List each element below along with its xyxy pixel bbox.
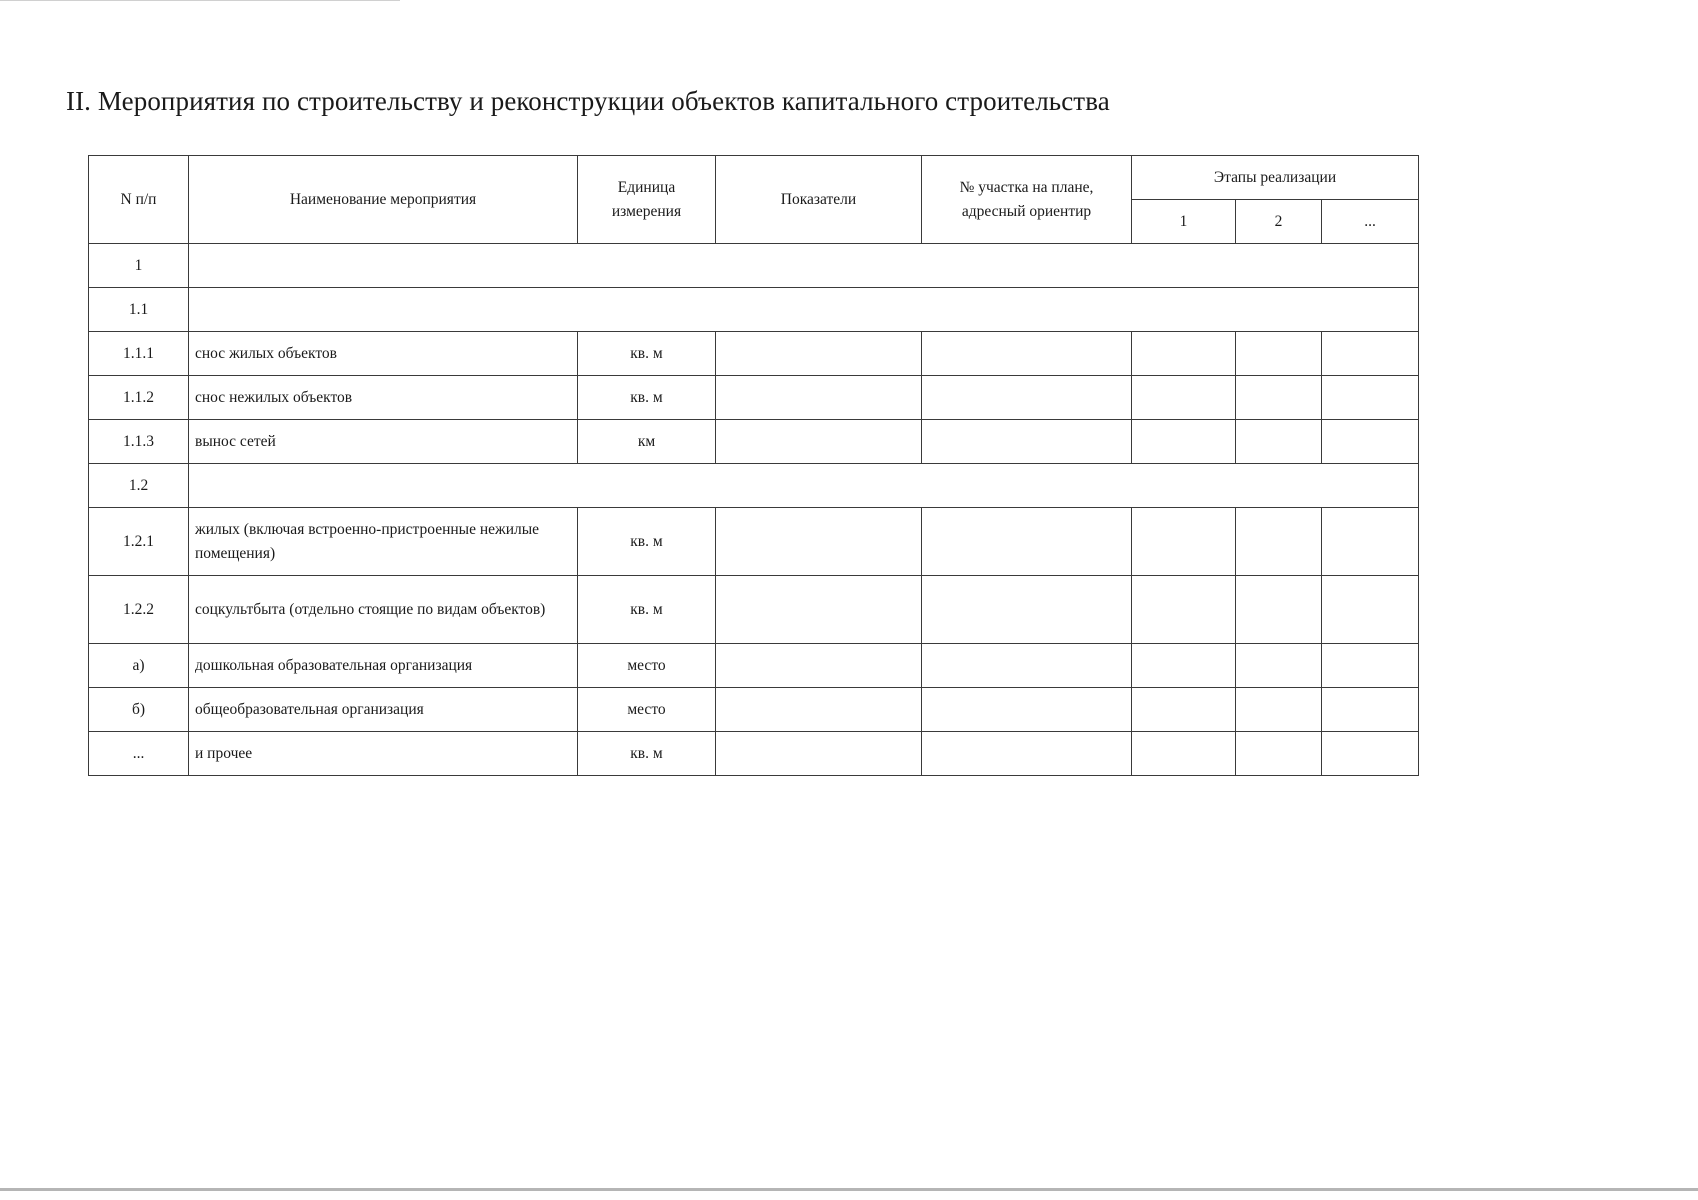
cell-site bbox=[922, 376, 1132, 420]
page-title: II. Мероприятия по строительству и реконструкции объектов капитального строительства bbox=[66, 86, 1110, 116]
cell-indicators bbox=[716, 688, 922, 732]
header-unit: Единица измерения bbox=[578, 156, 716, 244]
row-num: 1.1.3 bbox=[89, 420, 189, 464]
row-unit: кв. м bbox=[578, 732, 716, 776]
row-name: вынос сетей bbox=[189, 420, 578, 464]
header-name: Наименование мероприятия bbox=[189, 156, 578, 244]
cell-stage-more bbox=[1322, 644, 1419, 688]
cell-indicators bbox=[716, 644, 922, 688]
measures-table bbox=[88, 155, 1419, 776]
row-num: б) bbox=[89, 688, 189, 732]
cell-site bbox=[922, 332, 1132, 376]
cell-indicators bbox=[716, 576, 922, 644]
cell-indicators bbox=[716, 508, 922, 576]
header-indicators: Показатели bbox=[716, 156, 922, 244]
row-num: 1.1.2 bbox=[89, 376, 189, 420]
row-unit: кв. м bbox=[578, 332, 716, 376]
table-row bbox=[89, 508, 1419, 576]
cell-stage-1 bbox=[1132, 644, 1236, 688]
cell-site bbox=[922, 576, 1132, 644]
cell-stage-1 bbox=[1132, 732, 1236, 776]
row-name: жилых (включая встроенно-пристроенные нежилые помещения) bbox=[189, 508, 578, 576]
cell-site bbox=[922, 688, 1132, 732]
cell-stage-1 bbox=[1132, 332, 1236, 376]
row-num: 1.1 bbox=[89, 288, 189, 332]
section-cell bbox=[189, 288, 1419, 332]
row-name: снос жилых объектов bbox=[189, 332, 578, 376]
row-unit: место bbox=[578, 688, 716, 732]
cell-stage-more bbox=[1322, 376, 1419, 420]
table-row bbox=[89, 332, 1419, 376]
row-num: 1 bbox=[89, 244, 189, 288]
row-name: дошкольная образовательная организация bbox=[189, 644, 578, 688]
header-stage-2: 2 bbox=[1236, 200, 1322, 244]
table-row bbox=[89, 688, 1419, 732]
cell-indicators bbox=[716, 420, 922, 464]
header-site: № участка на плане, адресный ориентир bbox=[922, 156, 1132, 244]
scan-edge-top bbox=[0, 0, 400, 1]
cell-site bbox=[922, 508, 1132, 576]
cell-site bbox=[922, 732, 1132, 776]
row-name: снос нежилых объектов bbox=[189, 376, 578, 420]
cell-stage-2 bbox=[1236, 732, 1322, 776]
header-stage-more: ... bbox=[1322, 200, 1419, 244]
row-num: а) bbox=[89, 644, 189, 688]
header-stages: Этапы реализации bbox=[1132, 156, 1419, 200]
cell-indicators bbox=[716, 732, 922, 776]
cell-stage-2 bbox=[1236, 576, 1322, 644]
table-row bbox=[89, 244, 1419, 288]
cell-stage-1 bbox=[1132, 420, 1236, 464]
scan-edge-bottom bbox=[0, 1188, 1698, 1191]
table-row bbox=[89, 376, 1419, 420]
cell-stage-more bbox=[1322, 420, 1419, 464]
row-num: 1.2 bbox=[89, 464, 189, 508]
row-name: общеобразовательная организация bbox=[189, 688, 578, 732]
table-row bbox=[89, 288, 1419, 332]
section-cell bbox=[189, 464, 1419, 508]
cell-stage-more bbox=[1322, 732, 1419, 776]
cell-site bbox=[922, 420, 1132, 464]
cell-stage-more bbox=[1322, 576, 1419, 644]
cell-stage-more bbox=[1322, 332, 1419, 376]
table-row bbox=[89, 576, 1419, 644]
cell-stage-1 bbox=[1132, 576, 1236, 644]
cell-stage-1 bbox=[1132, 688, 1236, 732]
cell-stage-1 bbox=[1132, 508, 1236, 576]
table-row bbox=[89, 420, 1419, 464]
cell-stage-2 bbox=[1236, 644, 1322, 688]
row-unit: км bbox=[578, 420, 716, 464]
row-num: 1.1.1 bbox=[89, 332, 189, 376]
row-unit: кв. м bbox=[578, 508, 716, 576]
table-row bbox=[89, 644, 1419, 688]
table-row bbox=[89, 464, 1419, 508]
cell-stage-2 bbox=[1236, 376, 1322, 420]
header-num: N п/п bbox=[89, 156, 189, 244]
cell-site bbox=[922, 644, 1132, 688]
cell-stage-2 bbox=[1236, 508, 1322, 576]
cell-stage-2 bbox=[1236, 332, 1322, 376]
cell-stage-more bbox=[1322, 688, 1419, 732]
table-row bbox=[89, 732, 1419, 776]
row-unit: кв. м bbox=[578, 576, 716, 644]
row-name: соцкультбыта (отдельно стоящие по видам объектов) bbox=[189, 576, 578, 644]
row-num: 1.2.2 bbox=[89, 576, 189, 644]
cell-indicators bbox=[716, 332, 922, 376]
cell-indicators bbox=[716, 376, 922, 420]
row-unit: место bbox=[578, 644, 716, 688]
row-unit: кв. м bbox=[578, 376, 716, 420]
cell-stage-more bbox=[1322, 508, 1419, 576]
cell-stage-2 bbox=[1236, 420, 1322, 464]
cell-stage-1 bbox=[1132, 376, 1236, 420]
section-cell bbox=[189, 244, 1419, 288]
row-num: 1.2.1 bbox=[89, 508, 189, 576]
header-stage-1: 1 bbox=[1132, 200, 1236, 244]
row-name: и прочее bbox=[189, 732, 578, 776]
cell-stage-2 bbox=[1236, 688, 1322, 732]
row-num: ... bbox=[89, 732, 189, 776]
